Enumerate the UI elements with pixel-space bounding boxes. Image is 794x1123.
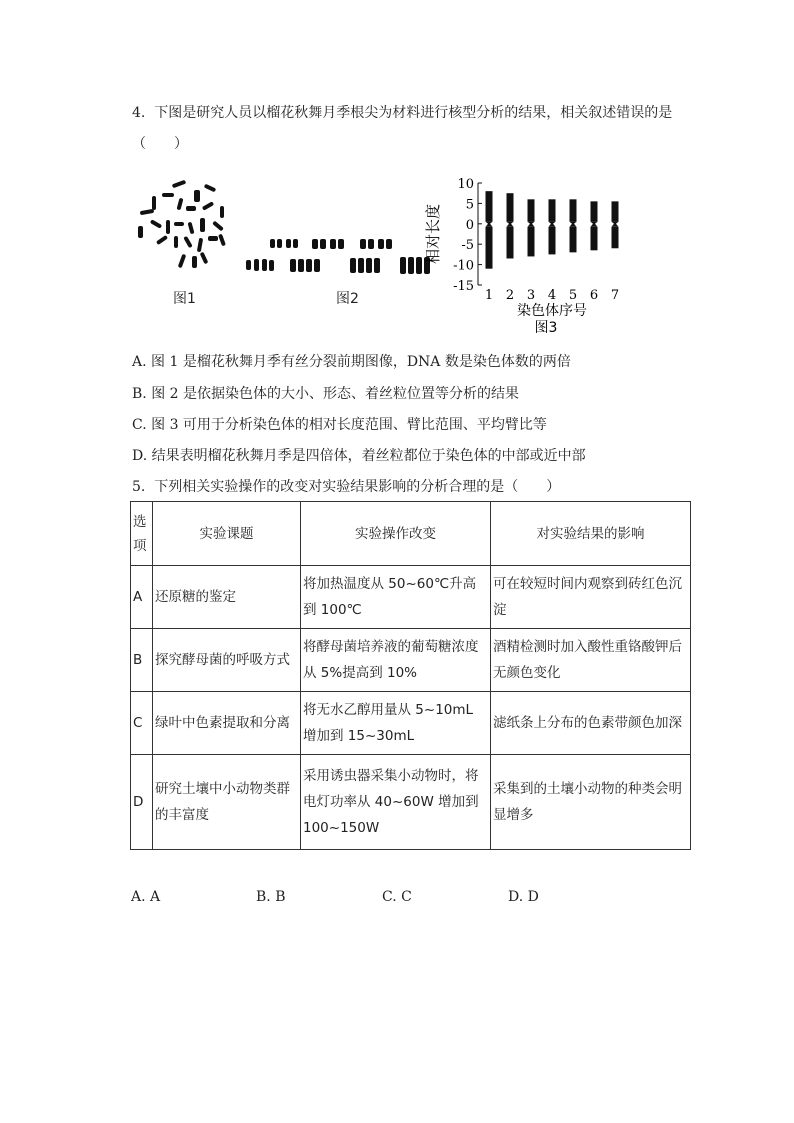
figure-3-chart xyxy=(420,172,635,337)
q4-number: 4. xyxy=(132,105,146,121)
bar-upper-arm xyxy=(549,199,556,221)
q4-stem-line xyxy=(132,103,672,123)
figure-1-label: 图1 xyxy=(173,291,196,307)
bar-upper-arm xyxy=(570,199,577,221)
q4-option-c: C. 图 3 可用于分析染色体的相对长度范围、臂比范围、平均臂比等 xyxy=(132,417,547,433)
y-tick-label: 0 xyxy=(465,217,474,233)
table-header-row xyxy=(131,502,691,566)
y-tick-label: -10 xyxy=(453,258,474,274)
row-option: D xyxy=(131,755,153,850)
bar-centromere xyxy=(570,222,577,227)
bar-lower-arm xyxy=(591,227,598,251)
q4-option-d: D. 结果表明榴花秋舞月季是四倍体，着丝粒都位于染色体的中部或近中部 xyxy=(132,448,586,464)
row-change: 将酵母菌培养液的葡萄糖浓度从 5%提高到 10% xyxy=(301,629,491,692)
x-tick-label: 2 xyxy=(505,288,515,303)
bar-lower-arm xyxy=(528,227,535,257)
q5-answer-a: A. A xyxy=(131,889,161,905)
bar-centromere xyxy=(549,222,556,227)
row-effect: 可在较短时间内观察到砖红色沉淀 xyxy=(491,566,691,629)
row-change: 采用诱虫器采集小动物时，将电灯功率从 40~60W 增加到 100~150W xyxy=(301,755,491,850)
q4-paren: （ ） xyxy=(132,136,188,152)
figure-2-karyotype xyxy=(244,233,436,279)
row-option: B xyxy=(131,629,153,692)
bar-centromere xyxy=(486,222,493,227)
table-row xyxy=(131,629,691,692)
bar-lower-arm xyxy=(549,227,556,255)
row-option: C xyxy=(131,692,153,755)
q5-table xyxy=(130,501,691,850)
bar-lower-arm xyxy=(612,227,619,248)
q5-answer-c: C. C xyxy=(382,889,412,905)
row-topic: 研究土壤中小动物类群的丰富度 xyxy=(153,755,301,850)
y-tick-label: -15 xyxy=(453,279,474,294)
row-effect: 酒精检测时加入酸性重铬酸钾后无颜色变化 xyxy=(491,629,691,692)
q5-stem: 下列相关实验操作的改变对实验结果影响的分析合理的是（ ） xyxy=(154,479,561,495)
y-tick-label: 5 xyxy=(465,197,474,213)
bar-centromere xyxy=(612,222,619,227)
q4-option-b: B. 图 2 是依据染色体的大小、形态、着丝粒位置等分析的结果 xyxy=(132,386,519,402)
row-change: 将无水乙醇用量从 5~10mL 增加到 15~30mL xyxy=(301,692,491,755)
bar-upper-arm xyxy=(507,193,514,222)
figure-1-chromosome-spread xyxy=(134,178,239,273)
q4-option-a: A. 图 1 是榴花秋舞月季有丝分裂前期图像，DNA 数是染色体数的两倍 xyxy=(132,354,571,370)
y-axis-label: 相对长度 xyxy=(424,203,442,265)
table-row xyxy=(131,755,691,850)
x-tick-label: 6 xyxy=(589,288,599,303)
q5-answer-d: D. D xyxy=(508,889,539,905)
q4-stem: 下图是研究人员以榴花秋舞月季根尖为材料进行核型分析的结果，相关叙述错误的是 xyxy=(154,105,673,121)
table-row xyxy=(131,692,691,755)
y-tick-label: 10 xyxy=(457,177,474,192)
row-change: 将加热温度从 50~60℃升高到 100℃ xyxy=(301,566,491,629)
y-tick-label: -5 xyxy=(461,238,474,254)
figure-3-label: 图3 xyxy=(534,320,558,336)
bar-centromere xyxy=(528,222,535,227)
q5-number: 5. xyxy=(132,479,146,495)
row-topic: 绿叶中色素提取和分离 xyxy=(153,692,301,755)
q5-stem-line xyxy=(132,477,560,497)
row-topic: 探究酵母菌的呼吸方式 xyxy=(153,629,301,692)
x-tick-label: 7 xyxy=(610,288,620,303)
x-axis-label: 染色体序号 xyxy=(517,303,587,319)
header-topic: 实验课题 xyxy=(153,502,301,566)
figure-2-label: 图2 xyxy=(336,291,359,307)
row-option: A xyxy=(131,566,153,629)
bar-lower-arm xyxy=(486,227,493,269)
bar-centromere xyxy=(591,222,598,227)
bar-upper-arm xyxy=(612,201,619,221)
bar-upper-arm xyxy=(591,201,598,221)
row-effect: 滤纸条上分布的色素带颜色加深 xyxy=(491,692,691,755)
bar-centromere xyxy=(507,222,514,227)
bar-upper-arm xyxy=(528,199,535,221)
row-effect: 采集到的土壤小动物的种类会明显增多 xyxy=(491,755,691,850)
table-row xyxy=(131,566,691,629)
x-tick-label: 3 xyxy=(526,288,536,303)
bar-lower-arm xyxy=(507,227,514,259)
x-tick-label: 4 xyxy=(547,288,557,303)
bar-upper-arm xyxy=(486,191,493,222)
x-tick-label: 1 xyxy=(484,288,494,303)
header-change: 实验操作改变 xyxy=(301,502,491,566)
q5-answer-b: B. B xyxy=(256,889,286,905)
x-tick-label: 5 xyxy=(568,288,578,303)
header-effect: 对实验结果的影响 xyxy=(491,502,691,566)
row-topic: 还原糖的鉴定 xyxy=(153,566,301,629)
header-option: 选项 xyxy=(131,502,153,566)
bar-lower-arm xyxy=(570,227,577,253)
